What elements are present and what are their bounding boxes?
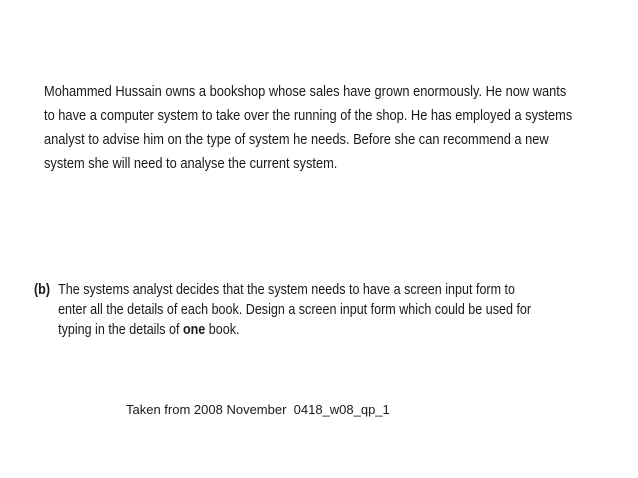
emphasis-one: one [182, 322, 206, 338]
paragraph-line: to have a computer system to take over the running of the shop. He has employed a systems [44, 108, 573, 124]
paragraph-line: analyst to advise him on the type of system he needs. Before she can recommend a new [44, 132, 549, 148]
question-line [58, 320, 584, 340]
scenario-paragraph [44, 80, 573, 176]
question-b [34, 280, 584, 340]
question-line-text: typing in the details of [58, 322, 183, 338]
question-label: (b) [34, 282, 51, 298]
source-caption: Taken from 2008 November 0418_w08_qp_1 [126, 402, 390, 417]
paragraph-line: Mohammed Hussain owns a bookshop whose sales have grown enormously. He now wants [44, 84, 567, 100]
question-line: The systems analyst decides that the system needs to have a screen input form to [58, 282, 516, 298]
question-text [58, 280, 584, 340]
question-line-text: book. [205, 322, 240, 338]
paragraph-line: system she will need to analyse the current system. [44, 156, 338, 172]
question-line: enter all the details of each book. Design a screen input form which could be used for [58, 302, 532, 318]
